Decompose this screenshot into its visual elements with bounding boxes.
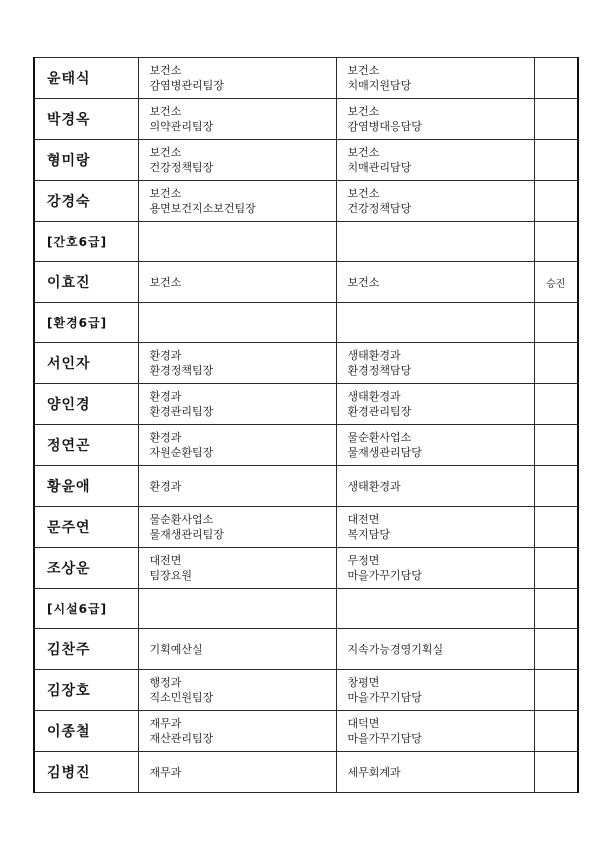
- empty-cell: [534, 222, 578, 262]
- position: 환경관리팀장: [149, 405, 214, 418]
- previous-post: [138, 58, 336, 99]
- department: 행정과: [149, 676, 182, 689]
- department: 생태환경과: [347, 349, 401, 362]
- position: 복지담당: [347, 528, 391, 541]
- table-row: [34, 425, 578, 466]
- position: 치매지원담당: [347, 79, 412, 92]
- person-name: [34, 58, 138, 99]
- new-post: [336, 670, 534, 711]
- table-row: [34, 466, 578, 507]
- previous-post: [138, 262, 336, 303]
- section-row: [34, 589, 578, 629]
- empty-cell: [336, 589, 534, 629]
- empty-cell: [138, 303, 336, 343]
- position: 자원순환팀장: [149, 446, 214, 459]
- remark: [534, 466, 578, 507]
- position: 마을가꾸기담당: [347, 569, 422, 582]
- section-label: [간호6급]: [34, 222, 138, 262]
- remark: [534, 384, 578, 425]
- person-name-text: 윤태식: [47, 71, 91, 87]
- empty-cell: [534, 589, 578, 629]
- department: 보건소: [149, 105, 182, 118]
- person-name: [34, 507, 138, 548]
- new-post: [336, 507, 534, 548]
- remark: [534, 670, 578, 711]
- person-name-text: 이효진: [47, 275, 91, 291]
- department: 물순환사업소: [149, 513, 214, 526]
- remark: [534, 181, 578, 222]
- empty-cell: [534, 303, 578, 343]
- person-name: [34, 425, 138, 466]
- department: 보건소: [347, 146, 380, 159]
- position: 의약관리팀장: [149, 120, 214, 133]
- position: 물재생관리담당: [347, 446, 422, 459]
- section-label: [환경6급]: [34, 303, 138, 343]
- department: 환경과: [149, 431, 182, 444]
- department: 대전면: [347, 513, 380, 526]
- position: 감염병대응담당: [347, 120, 422, 133]
- remark: [534, 140, 578, 181]
- person-name: [34, 466, 138, 507]
- person-name-text: 형미랑: [47, 153, 91, 169]
- new-post: [336, 711, 534, 752]
- remark: 승진: [534, 262, 578, 303]
- position: 치매관리담당: [347, 161, 412, 174]
- person-name: [34, 711, 138, 752]
- person-name-text: 김찬주: [47, 642, 91, 658]
- department: 보건소: [149, 187, 182, 200]
- position: 직소민원팀장: [149, 691, 214, 704]
- remark: [534, 99, 578, 140]
- position: 건강정책팀장: [149, 161, 214, 174]
- department: 보건소: [347, 105, 380, 118]
- remark: [534, 548, 578, 589]
- department: 보건소: [149, 64, 182, 77]
- department: 생태환경과: [347, 390, 401, 403]
- new-post: [336, 140, 534, 181]
- new-post: [336, 629, 534, 670]
- person-name: [34, 140, 138, 181]
- table-row: [34, 384, 578, 425]
- person-name-text: 양인경: [47, 397, 91, 413]
- new-post: [336, 262, 534, 303]
- personnel-transfer-table: [33, 57, 579, 793]
- new-post: [336, 58, 534, 99]
- position: 마을가꾸기담당: [347, 732, 422, 745]
- empty-cell: [336, 303, 534, 343]
- table-row: [34, 629, 578, 670]
- previous-post: [138, 548, 336, 589]
- person-name: [34, 99, 138, 140]
- person-name-text: 문주연: [47, 520, 91, 536]
- person-name-text: 황윤애: [47, 479, 91, 495]
- table-row: [34, 99, 578, 140]
- new-post: [336, 548, 534, 589]
- department: 환경과: [149, 390, 182, 403]
- new-post: [336, 181, 534, 222]
- department: 보건소: [347, 187, 380, 200]
- table-row: [34, 58, 578, 99]
- person-name-text: 김병진: [47, 765, 91, 781]
- department: 재무과: [149, 717, 182, 730]
- person-name-text: 이종철: [47, 724, 91, 740]
- person-name-text: 김장호: [47, 683, 91, 699]
- remark: [534, 425, 578, 466]
- section-label: [시설6급]: [34, 589, 138, 629]
- empty-cell: [138, 222, 336, 262]
- person-name: [34, 670, 138, 711]
- person-name: [34, 548, 138, 589]
- person-name-text: 조상운: [47, 561, 91, 577]
- remark: [534, 343, 578, 384]
- department: 창평면: [347, 676, 380, 689]
- remark: [534, 752, 578, 793]
- department: 보건소: [347, 275, 380, 289]
- department: 보건소: [347, 64, 380, 77]
- position: 환경관리팀장: [347, 405, 412, 418]
- department: 환경과: [149, 479, 182, 493]
- department: 환경과: [149, 349, 182, 362]
- table-row: [34, 343, 578, 384]
- table-row: [34, 181, 578, 222]
- person-name-text: 서인자: [47, 356, 91, 372]
- person-name: [34, 181, 138, 222]
- table-row: [34, 262, 578, 303]
- new-post: [336, 343, 534, 384]
- previous-post: [138, 181, 336, 222]
- remark: [534, 58, 578, 99]
- previous-post: [138, 711, 336, 752]
- position: 환경정책팀장: [149, 364, 214, 377]
- remark: [534, 711, 578, 752]
- position: 물재생관리팀장: [149, 528, 224, 541]
- new-post: [336, 752, 534, 793]
- previous-post: [138, 670, 336, 711]
- position: 재산관리팀장: [149, 732, 214, 745]
- table-row: [34, 140, 578, 181]
- previous-post: [138, 629, 336, 670]
- department: 물순환사업소: [347, 431, 412, 444]
- position: 감염병관리팀장: [149, 79, 224, 92]
- person-name: [34, 343, 138, 384]
- person-name: [34, 384, 138, 425]
- department: 대덕면: [347, 717, 380, 730]
- previous-post: [138, 507, 336, 548]
- remark: [534, 507, 578, 548]
- previous-post: [138, 466, 336, 507]
- new-post: [336, 466, 534, 507]
- table-row: [34, 507, 578, 548]
- section-row: [34, 222, 578, 262]
- table-row: [34, 670, 578, 711]
- person-name-text: 박경옥: [47, 112, 91, 128]
- new-post: [336, 99, 534, 140]
- department: 보건소: [149, 275, 182, 289]
- department: 보건소: [149, 146, 182, 159]
- department: 지속가능경영기획실: [347, 642, 444, 656]
- table-row: [34, 752, 578, 793]
- position: 환경정책담당: [347, 364, 412, 377]
- previous-post: [138, 343, 336, 384]
- department: 재무과: [149, 765, 182, 779]
- empty-cell: [138, 589, 336, 629]
- previous-post: [138, 425, 336, 466]
- remark: [534, 629, 578, 670]
- new-post: [336, 384, 534, 425]
- previous-post: [138, 384, 336, 425]
- department: 무정면: [347, 554, 380, 567]
- table-body: [34, 58, 578, 793]
- department: 대전면: [149, 554, 182, 567]
- position: 팀장요원: [149, 569, 193, 582]
- section-row: [34, 303, 578, 343]
- department: 기획예산실: [149, 642, 203, 656]
- position: 용면보건지소보건팀장: [149, 202, 256, 215]
- new-post: [336, 425, 534, 466]
- person-name: [34, 752, 138, 793]
- person-name-text: 정연곤: [47, 438, 91, 454]
- table-row: [34, 711, 578, 752]
- department: 생태환경과: [347, 479, 401, 493]
- position: 건강정책담당: [347, 202, 412, 215]
- previous-post: [138, 140, 336, 181]
- previous-post: [138, 99, 336, 140]
- department: 세무회계과: [347, 765, 401, 779]
- previous-post: [138, 752, 336, 793]
- person-name: [34, 262, 138, 303]
- person-name: [34, 629, 138, 670]
- position: 마을가꾸기담당: [347, 691, 422, 704]
- person-name-text: 강경숙: [47, 194, 91, 210]
- table-row: [34, 548, 578, 589]
- empty-cell: [336, 222, 534, 262]
